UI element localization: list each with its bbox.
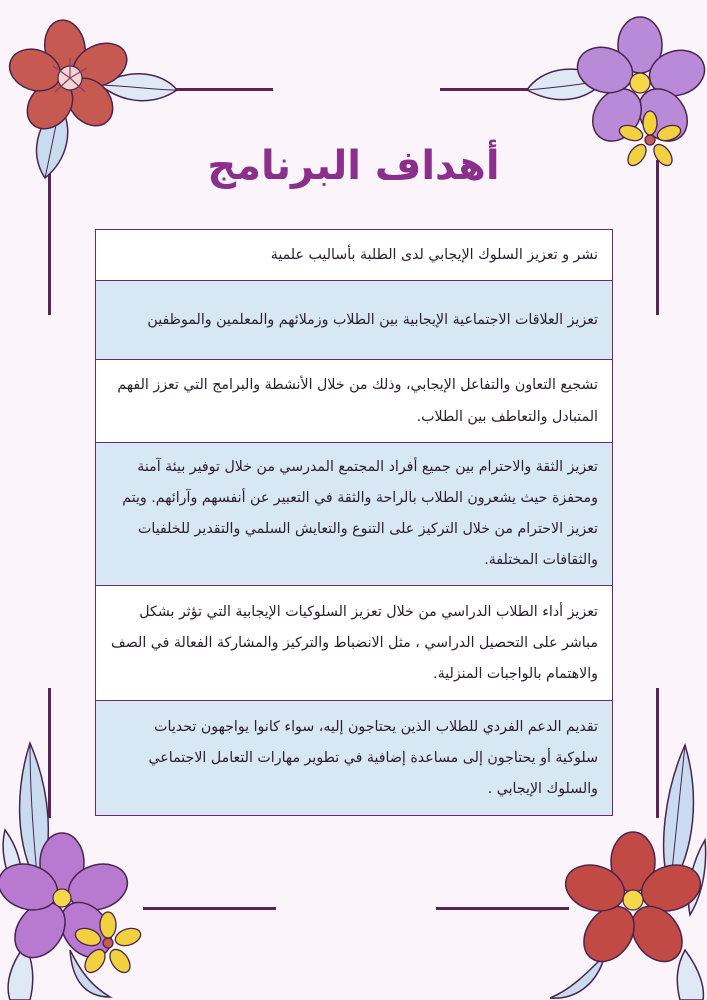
goal-text: نشر و تعزيز السلوك الإيجابي لدى الطلبة بأساليب علمية: [270, 247, 598, 263]
goal-row: [96, 230, 612, 281]
red-flower-icon: [545, 740, 707, 1000]
goals-table: [95, 229, 613, 816]
goal-row: [96, 443, 612, 586]
goal-text: تقديم الدعم الفردي للطلاب الذين يحتاجون إليه، سواء كانوا يواجهون تحديات سلوكية أو يحتاجون إلى مساعدة إضافية في تطوير مهارات التعامل الاجتماعي والسلوك الإيجابي .: [148, 718, 598, 797]
goal-row: [96, 586, 612, 701]
goal-row: [96, 701, 612, 815]
goal-text: تعزيز العلاقات الاجتماعية الإيجابية بين الطلاب وزملائهم والمعلمين والموظفين: [147, 312, 598, 328]
page-title: أهداف البرنامج: [207, 143, 500, 189]
goal-text: تعزيز أداء الطلاب الدراسي من خلال تعزيز السلوكيات الإيجابية التي تؤثر بشكل مباشر على التحصيل الدراسي ، مثل الانضباط والتركيز والمشاركة الفعالة في الصف والاهتمام بالواجبات المنزلية.: [111, 603, 598, 682]
purple-flower-icon: [0, 735, 150, 1000]
goal-text: تشجيع التعاون والتفاعل الإيجابي، وذلك من خلال الأنشطة والبرامج التي تعزز الفهم المتبادل والتعاطف بين الطلاب.: [117, 377, 598, 425]
goal-row: [96, 360, 612, 443]
goal-text: تعزيز الثقة والاحترام بين جميع أفراد المجتمع المدرسي من خلال توفير بيئة آمنة ومحفزة حيث يشعرون الطلاب بالراحة والثقة في التعبير عن أنفسهم وآرائهم. ويتم تعزيز الاحترام من خلال التركيز على التنوع والتعايش السلمي والتقدير للخلفيات والثقافات المختلفة.: [122, 459, 598, 568]
goal-row: [96, 281, 612, 360]
frame-line: [143, 907, 276, 910]
frame-line: [170, 88, 273, 91]
